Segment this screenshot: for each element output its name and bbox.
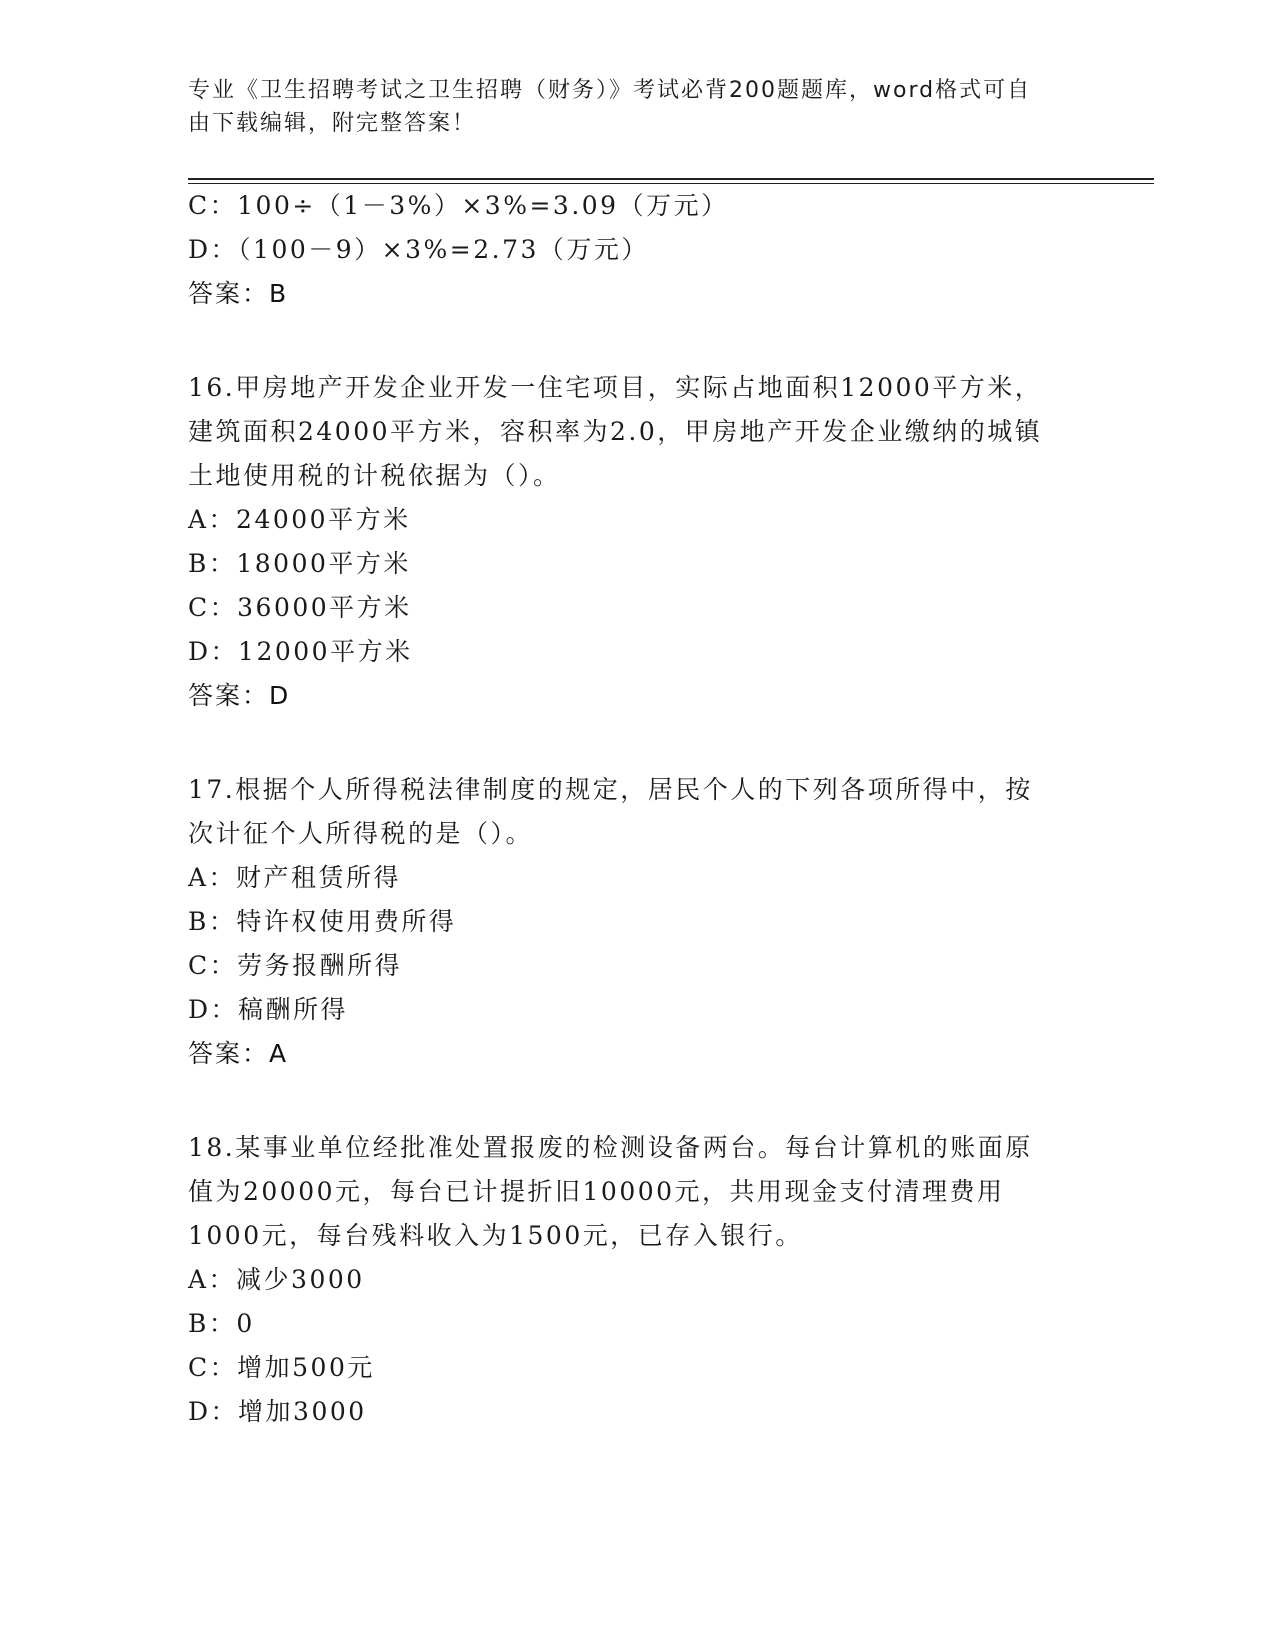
q16-option-d: D：12000平方米 [188,637,413,666]
header-rule-thin [188,183,1154,184]
q17-text-line-1: 17.根据个人所得税法律制度的规定，居民个人的下列各项所得中，按 [188,775,1033,804]
header-rule-thick [188,178,1154,180]
header-line-2: 由下载编辑，附完整答案！ [188,111,477,136]
q16-text-line-1: 16.甲房地产开发企业开发一住宅项目，实际占地面积12000平方米， [188,373,1043,402]
q18-text-line-2: 值为20000元，每台已计提折旧10000元，共用现金支付清理费用 [188,1177,1005,1206]
q18-text-line-3: 1000元，每台残料收入为1500元，已存入银行。 [188,1221,803,1250]
document-header [188,74,1088,140]
prev-answer: 答案：B [188,279,289,308]
q17-answer: 答案：A [188,1039,289,1068]
header-line-1: 专业《卫生招聘考试之卫生招聘（财务）》考试必背200题题库，word格式可自 [188,78,1032,103]
q17-option-a: A：财产租赁所得 [188,863,402,892]
q16-option-b: B：18000平方米 [188,549,411,578]
q16-answer: 答案：D [188,681,291,710]
q18-option-b: B：0 [188,1309,255,1338]
q16-text-line-3: 土地使用税的计税依据为（）。 [188,461,561,490]
q18-option-a: A：减少3000 [188,1265,365,1294]
q17-option-b: B：特许权使用费所得 [188,907,457,936]
q18-option-d: D：增加3000 [188,1397,367,1426]
prev-option-c: C：100÷（1－3%）×3%=3.09（万元） [188,191,729,220]
q17-text-line-2: 次计征个人所得税的是（）。 [188,819,534,848]
q16-option-c: C：36000平方米 [188,593,412,622]
q17-option-c: C：劳务报酬所得 [188,951,403,980]
prev-option-d: D：（100－9）×3%=2.73（万元） [188,235,649,264]
q16-text-line-2: 建筑面积24000平方米，容积率为2.0，甲房地产开发企业缴纳的城镇 [188,417,1043,446]
q17-option-d: D：稿酬所得 [188,995,349,1024]
q16-option-a: A：24000平方米 [188,505,411,534]
q18-option-c: C：增加500元 [188,1353,375,1382]
q18-text-line-1: 18.某事业单位经批准处置报废的检测设备两台。每台计算机的账面原 [188,1133,1033,1162]
